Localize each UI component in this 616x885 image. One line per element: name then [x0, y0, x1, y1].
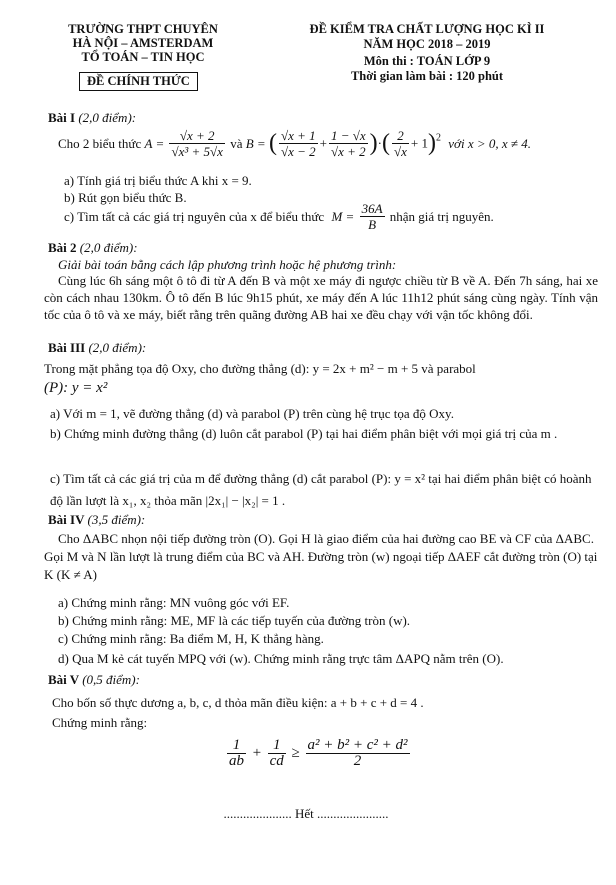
- expression-m: $\frac{36A}{B}$: [361, 201, 383, 232]
- section-1-part-c-text: c) Tìm tất cả các giá trị nguyên của x để biểu thức: [64, 209, 325, 224]
- section-4-part-b: b) Chứng minh rằng: ME, MF là các tiếp tuyến của đường tròn (w).: [58, 613, 411, 628]
- section-5-prove: Chứng minh rằng:: [52, 715, 148, 730]
- section-4-points: (3,5 điểm):: [87, 512, 146, 527]
- section-1-condition: với x > 0, x ≠ 4.: [448, 136, 532, 151]
- section-5-label: Bài V: [48, 672, 79, 687]
- section-2-instruction: Giải bài toán bằng cách lập phương trình hoặc hệ phương trình:: [58, 257, 397, 272]
- section-1-part-b: b) Rút gọn biểu thức B.: [64, 190, 187, 205]
- expression-a: $\frac{√x + 2}{\text{√x³ + 5√x}}$: [171, 128, 223, 159]
- section-1-label: Bài I: [48, 110, 76, 125]
- section-5-title: [48, 672, 140, 688]
- exam-title: ĐỀ KIỂM TRA CHẤT LƯỢNG HỌC KÌ II: [309, 22, 545, 36]
- school-line-1: TRƯỜNG THPT CHUYÊN: [68, 22, 218, 36]
- section-5-intro: Cho bốn số thực dương a, b, c, d thỏa mãn điều kiện: a + b + c + d = 4 .: [52, 695, 424, 710]
- section-1-intro: Cho 2 biểu thức: [58, 136, 142, 151]
- section-1-title: [48, 110, 136, 126]
- section-4-part-a: a) Chứng minh rằng: MN vuông góc với EF.: [58, 595, 290, 610]
- section-1-points: (2,0 điểm):: [78, 110, 137, 125]
- inequality: $\frac{1}{ab}$ + $\frac{1}{cd}$ ≥ $\frac{\text{a² + b² + c² + d²}}{2}$: [229, 737, 408, 769]
- section-4-part-d: d) Qua M kẻ cát tuyến MPQ với (w). Chứng minh rằng trực tâm ΔAPQ nằm trên (O).: [58, 651, 504, 666]
- section-4-part-c: c) Chứng minh rằng: Ba điểm M, H, K thẳng hàng.: [58, 631, 324, 646]
- section-1-part-c-end: nhận giá trị nguyên.: [389, 209, 494, 224]
- exam-header: [262, 22, 592, 83]
- section-2-title: [48, 240, 138, 256]
- section-3-part-c: c) Tìm tất cả các giá trị của m để đường thẳng (d) cắt parabol (P): y = x² tại hai điểm phân biệt có hoành độ lần lượt là x₁, x₂ thỏa mãn |2x₁| − |x₂| = 1 .: [50, 471, 592, 508]
- school-name: [68, 22, 218, 64]
- subject: Môn thi : TOÁN LỚP 9: [363, 54, 491, 68]
- school-line-2: HÀ NỘI – AMSTERDAM: [72, 36, 214, 50]
- section-3-title: [48, 340, 146, 356]
- end-marker: ..................... Hết ......................: [223, 806, 389, 821]
- section-1-expressions: Cho 2 biểu thức A = $\frac{√x + 2}{\text{√x³ + 5√x}}$ và B = ( $\frac{√x + 1}{√x - 2}$ + $\frac{1 - √x}{√x + 2}$ )·( $\frac{2}{√x}$ + 1)$^2$ với x > 0, x ≠ 4.: [58, 128, 532, 159]
- section-2-points: (2,0 điểm):: [79, 240, 138, 255]
- section-1-part-a: a) Tính giá trị biểu thức A khi x = 9.: [64, 173, 252, 188]
- section-2-text: Cùng lúc 6h sáng một ô tô đi từ A đến B và một xe máy đi ngược chiều từ B về A. Đến 7h sáng, hai xe còn cách nhau 130km. Ô tô đến B lúc 9h15 phút, xe máy đến A lúc 11h12 phút sáng cùng ngày. Tính vận tốc của ô tô và xe máy, biết rằng trên quãng đường AB hai xe đều chạy với vận tốc không đổi.: [44, 273, 598, 322]
- section-3-part-a: a) Với m = 1, vẽ đường thẳng (d) và parabol (P) trên cùng hệ trục tọa độ Oxy.: [50, 406, 454, 421]
- expression-b: ( $\frac{√x + 1}{√x - 2}$ + $\frac{1 - √x}{√x + 2}$ )·( $\frac{2}{√x}$ + 1)$^2$: [268, 128, 442, 159]
- school-line-3: TỔ TOÁN – TIN HỌC: [81, 50, 205, 64]
- section-3-label: Bài III: [48, 340, 86, 355]
- official-label: ĐỀ CHÍNH THỨC: [79, 72, 198, 91]
- section-4-title: [48, 512, 145, 528]
- section-2-label: Bài 2: [48, 240, 77, 255]
- section-3-intro: Trong mặt phẳng tọa độ Oxy, cho đường thẳng (d): y = 2x + m² − m + 5 và parabol: [44, 361, 476, 376]
- section-3-points: (2,0 điểm):: [88, 340, 147, 355]
- section-1-part-c: c) Tìm tất cả các giá trị nguyên của x để biểu thức M = $\frac{36A}{B}$ nhận giá trị nguyên.: [64, 201, 494, 232]
- section-3-part-b: b) Chứng minh đường thẳng (d) luôn cắt parabol (P) tại hai điểm phân biệt với mọi giá trị của m .: [50, 426, 558, 441]
- section-4-intro: Cho ΔABC nhọn nội tiếp đường tròn (O). Gọi H là giao điểm của hai đường cao BE và CF của ΔABC. Gọi M và N lần lượt là trung điểm của BC và AH. Đường tròn (w) ngoại tiếp ΔAEF cắt đường tròn (O) tại K (K ≠ A): [44, 531, 598, 582]
- duration: Thời gian làm bài : 120 phút: [350, 68, 504, 83]
- section-4-label: Bài IV: [48, 512, 85, 527]
- school-year: NĂM HỌC 2018 – 2019: [363, 36, 491, 51]
- section-3-parabola: (P): y = x²: [44, 380, 108, 396]
- section-5-points: (0,5 điểm):: [82, 672, 140, 687]
